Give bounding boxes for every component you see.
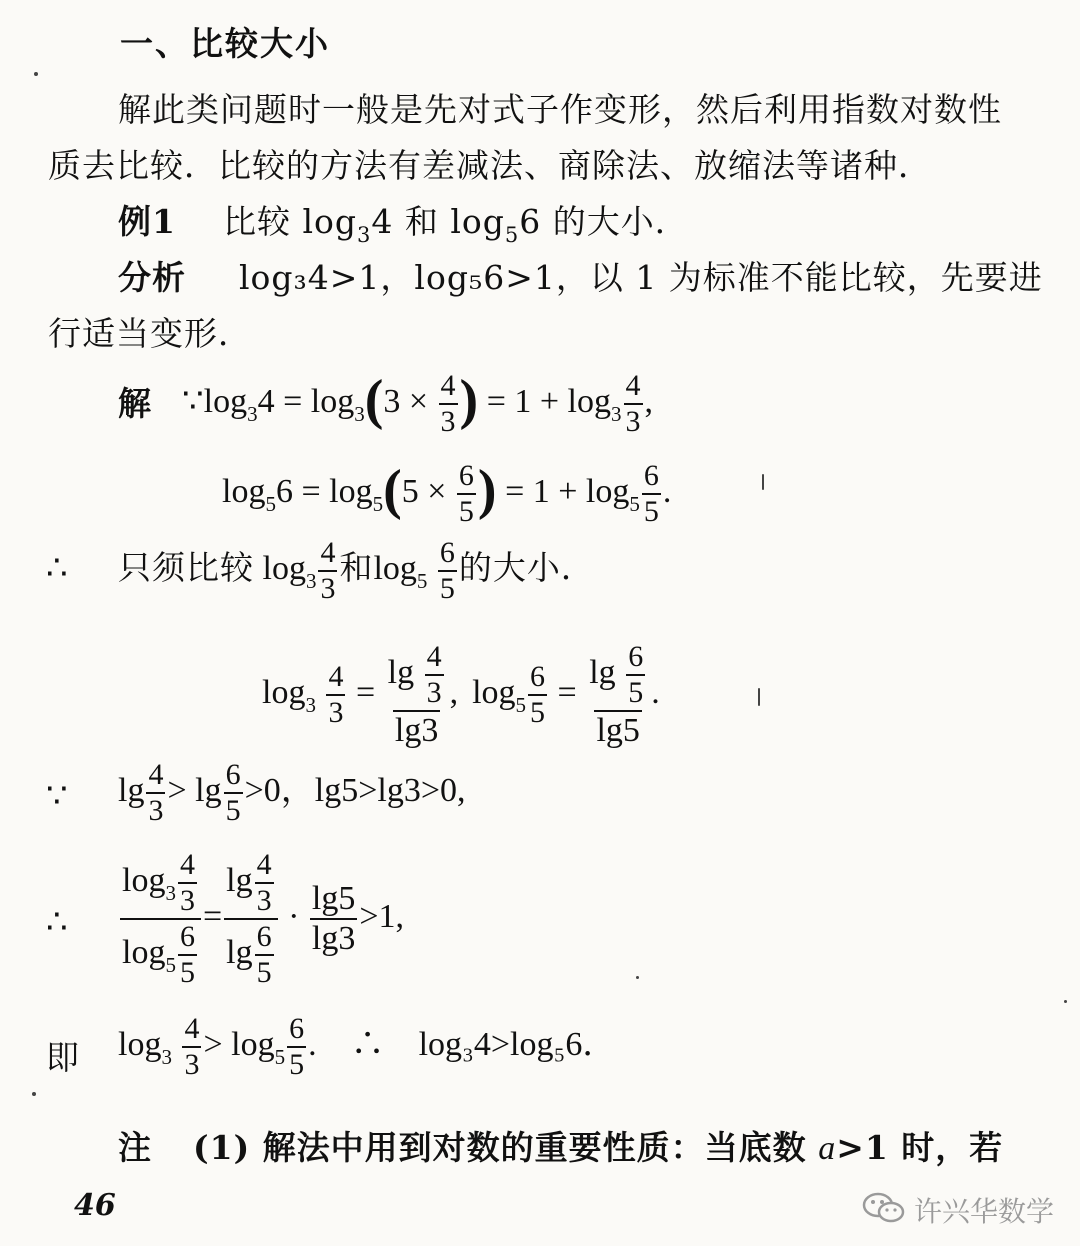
because-symbol: ∵ — [46, 776, 68, 816]
analysis-line-2: 行适当变形． — [48, 314, 252, 353]
ji-label: 即 — [46, 1038, 80, 1077]
intro-line-1: 解此类问题时一般是先对式子作变形，然后利用指数对数性 — [118, 90, 1002, 129]
note-text-end: >1 时，若 — [836, 1128, 1004, 1167]
wechat-icon — [862, 1191, 906, 1229]
scan-speck — [762, 474, 764, 490]
note-text: (1) 解法中用到对数的重要性质：当底数 — [193, 1128, 807, 1167]
equation-6: $\log_3$ $\frac{4}{3}$ $\log_5$ $\frac{6}{5}$ = lg $\frac{4}{3}$ lg $\frac{6}{5}$ · $\frac{\lg 5}{\lg 3}$ >1, — [122, 848, 405, 989]
equation-5: lg $\frac{4}{3}$ > lg $\frac{6}{5}$ >0，lg5>lg3>0, — [118, 758, 466, 827]
equation-2: $\log_56 = \log_5(5$ × $\frac{6}{5}$ ) = $1 + \log_5$ $\frac{6}{5}$ . — [222, 459, 672, 529]
therefore-symbol-1: ∴ — [46, 548, 68, 588]
watermark — [862, 1190, 1054, 1230]
intro-line-2: 质去比较．比较的方法有差减法、商除法、放缩法等诸种． — [48, 146, 932, 185]
scan-speck — [636, 976, 639, 979]
example-text-a: 比较 log — [222, 202, 358, 241]
example-base-a: 3 — [357, 223, 372, 247]
example-label: 例1 — [118, 202, 176, 241]
final-result: log₃4>log₅6． — [418, 1025, 617, 1063]
conclude-text-c: 的大小． — [458, 550, 595, 587]
solution-label: 解 — [118, 384, 152, 423]
section-title: 一、比较大小 — [120, 24, 330, 63]
conclude-text-a: 只须比较 — [118, 550, 254, 587]
example-1 — [118, 196, 689, 247]
equation-4: $\log_3$ $\frac{4}{3}$ = lg $\frac{4}{3}$ lg3 , $\log_5$ $\frac{6}{5}$ = lg $\frac{6}{5}$ lg5 . — [262, 640, 660, 749]
scan-speck — [1064, 1000, 1067, 1003]
example-text-b: 6 的大小． — [519, 202, 689, 241]
note-label: 注 — [118, 1128, 152, 1167]
note-var: a — [818, 1130, 837, 1167]
scan-speck — [32, 1092, 36, 1096]
conclude-text-b: 和 — [339, 550, 374, 587]
therefore-symbol-3: ∴ — [350, 1025, 385, 1063]
scan-speck — [34, 72, 38, 76]
therefore-symbol-2: ∴ — [46, 902, 68, 942]
analysis-label: 分析 — [118, 258, 186, 297]
note — [118, 1122, 1003, 1169]
analysis-line-1: log₃4>1，log₅6>1，以 1 为标准不能比较，先要进 — [239, 258, 1043, 297]
example-base-b: 5 — [504, 223, 520, 247]
equation-3: 只须比较 $\log_3$ $\frac{4}{3}$ 和$\log_5$ $\frac{6}{5}$ 的大小． — [118, 536, 595, 605]
equation-7: $\log_3$ $\frac{4}{3}$ > $\log_5$ $\frac{6}{5}$ . ∴ log₃4>log₅6． — [118, 1012, 617, 1081]
watermark-text: 许兴华数学 — [914, 1195, 1055, 1228]
scan-speck — [758, 688, 760, 706]
equation-1: $\because\log_34 = \log_3(3$ × $\frac{4}{3}$ ) = $1 + \log_3$ $\frac{4}{3}$ , — [182, 369, 653, 439]
analysis — [118, 252, 1043, 299]
example-arg-a: 4 和 log — [371, 202, 505, 241]
page-number: 46 — [74, 1188, 116, 1223]
